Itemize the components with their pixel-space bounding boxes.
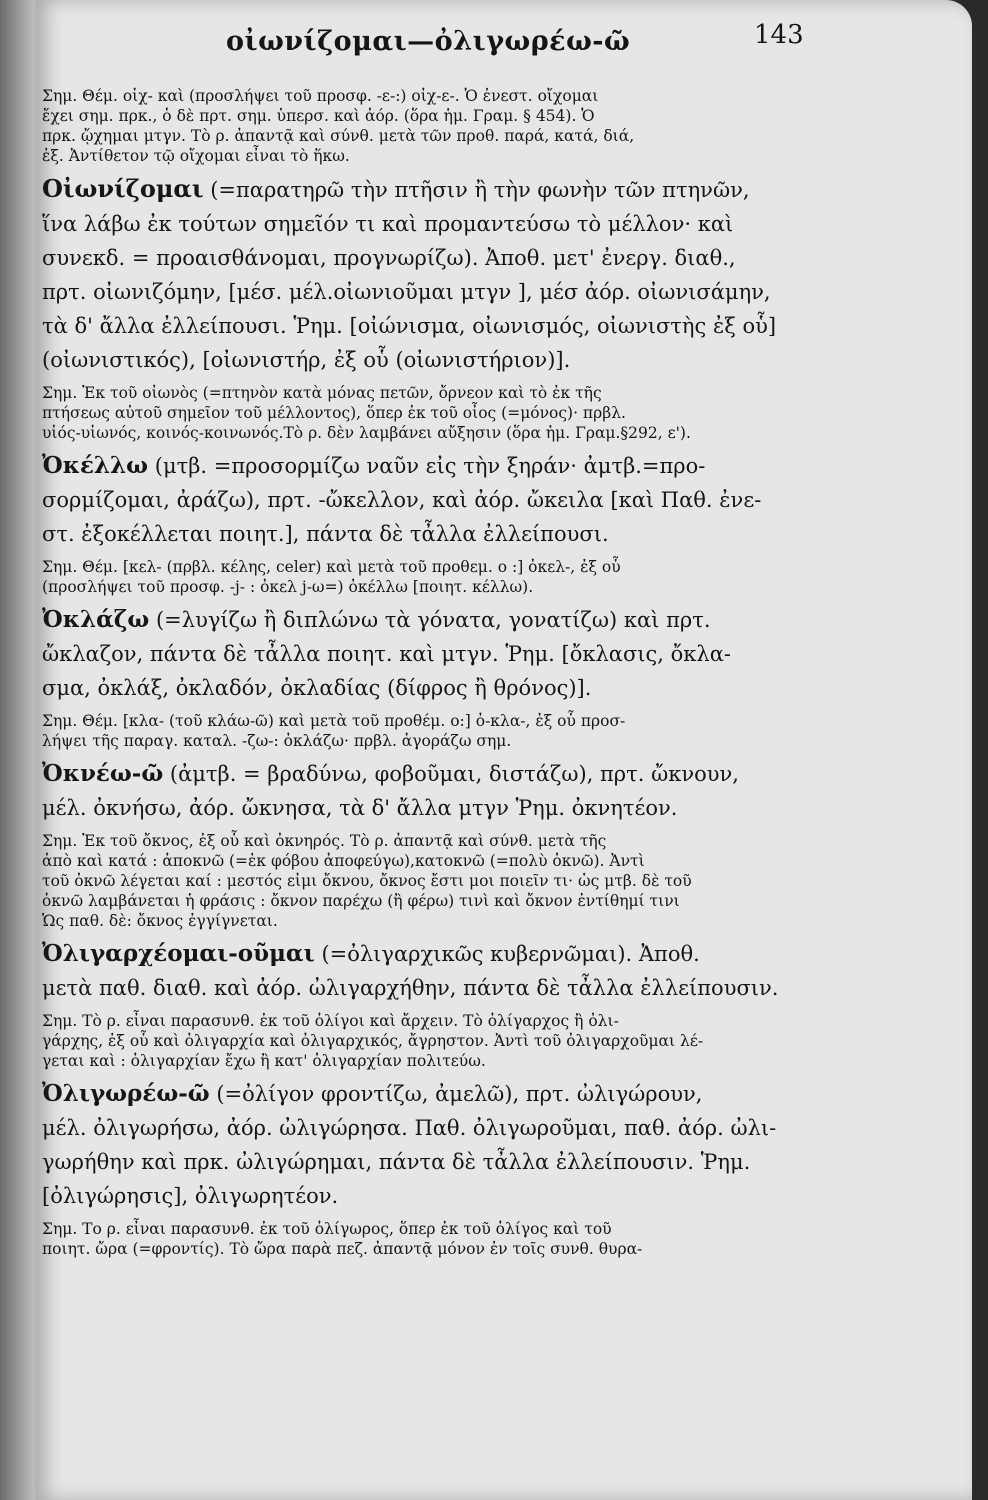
- note-paragraph: Σημ. Το ρ. εἶναι παρασυνθ. ἐκ τοῦ ὀλίγωρος, ὅπερ ἐκ τοῦ ὀλίγος καὶ τοῦ ποιητ. ὤρα (=φροντίς). Τὸ ὤρα παρὰ πεζ. ἀπαντᾷ μόνον ἐν τοῖς συνθ. θυρα-: [42, 1220, 643, 1258]
- entry-lemma: Ὀλιγωρέω-ῶ: [42, 1080, 210, 1107]
- page-number: 143: [754, 20, 804, 50]
- entry-lemma: Ὀκλάζω: [42, 606, 150, 633]
- dictionary-entry: [42, 172, 942, 377]
- running-head: οἰωνίζομαι—ὀλιγωρέω-ῶ: [226, 26, 631, 57]
- entry-lemma: Οἰωνίζομαι: [42, 174, 204, 203]
- dictionary-entry: [42, 1077, 942, 1213]
- dictionary-entry: [42, 603, 942, 705]
- page-body: [42, 86, 942, 1265]
- page-header: [36, 20, 972, 66]
- entry-text: (μτβ. =προσορμίζω ναῦν εἰς τὴν ξηράν· ἀμτβ.=προ- σορμίζομαι, ἀράζω), πρτ. -ὤκελλον, καὶ ἀόρ. ὤκειλα [καὶ Παθ. ἐνε- στ. ἐξοκέλλεται ποιητ.], πάντα δὲ τἆλλα ἐλλείπουσι.: [42, 454, 762, 546]
- entry-lemma: Ὀκέλλω: [42, 452, 149, 479]
- note-paragraph: Σημ. Θέμ. [κλα- (τοῦ κλάω-ῶ) καὶ μετὰ τοῦ προθέμ. ο:] ὀ-κλα-, ἐξ οὗ προσ- λήψει τῆς παραγ. καταλ. -ζω-: ὀκλάζω· πρβλ. ἀγοράζω σημ.: [42, 712, 626, 750]
- note-paragraph: Σημ. Ἐκ τοῦ ὄκνος, ἐξ οὗ καὶ ὀκνηρός. Τὸ ρ. ἀπαντᾷ καὶ σύνθ. μετὰ τῆς ἀπὸ καὶ κατά : ἀποκνῶ (=ἐκ φόβου ἀποφεύγω),κατοκνῶ (=πολὺ ὀκνῶ). Ἀντὶ τοῦ ὀκνῶ λέγεται καί : μεστός εἰμι ὄκνου, ὄκνος ἔστι μοι ποιεῖν τι· ὡς μτβ. δὲ τοῦ ὀκνῶ λαμβάνεται ἡ φράσις : ὄκνον παρέχω (ἢ φέρω) τινὶ καὶ ὄκνον ἐντίθημί τινι Ὡς παθ. δὲ: ὄκνος ἐγγίγνεται.: [42, 832, 692, 930]
- note-paragraph: Σημ. Θέμ. [κελ- (πρβλ. κέλης, celer) καὶ μετὰ τοῦ προθεμ. ο :] ὀκελ-, ἐξ οὗ (προσλήψει τοῦ προσφ. -j- : ὀκελ j-ω=) ὀκέλλω [ποιητ. κέλλω).: [42, 558, 621, 596]
- entry-text: (ἀμτβ. = βραδύνω, φοβοῦμαι, διστάζω), πρτ. ὤκνουν, μέλ. ὀκνήσω, ἀόρ. ὤκνησα, τὰ δ' ἄλλα μτγν Ῥημ. ὀκνητέον.: [42, 762, 739, 820]
- note-paragraph: Σημ. Τὸ ρ. εἶναι παρασυνθ. ἐκ τοῦ ὀλίγοι καὶ ἄρχειν. Τὸ ὀλίγαρχος ἢ ὀλι- γάρχης, ἐξ οὗ καὶ ὀλιγαρχία καὶ ὀλιγαρχικός, ἄγρηστον. Ἀντὶ τοῦ ὀλιγαρχοῦμαι λέ- γεται καὶ : ὀλιγαρχίαν ἔχω ἢ κατ' ὀλιγαρχίαν πολιτεύω.: [42, 1012, 704, 1070]
- note-paragraph: Σημ. Ἐκ τοῦ οἰωνὸς (=πτηνὸν κατὰ μόνας πετῶν, ὄρνεον καὶ τὸ ἐκ τῆς πτήσεως αὐτοῦ σημεῖον τοῦ μέλλοντος), ὅπερ ἐκ τοῦ οἶος (=μόνος)· πρβλ. υἱός-υἱωνός, κοινός-κοινωνός.Τὸ ρ. δὲν λαμβάνει αὔξησιν (ὅρα ἡμ. Γραμ.§292, ε').: [42, 384, 691, 442]
- entry-lemma: Ὀκνέω-ῶ: [42, 760, 164, 787]
- entry-text: (=παρατηρῶ τὴν πτῆσιν ἢ τὴν φωνὴν τῶν πτηνῶν, ἵνα λάβω ἐκ τούτων σημεῖόν τι καὶ προμαντεύσω τὸ μέλλον· καὶ συνεκδ. = προαισθάνομαι, προγνωρίζω). Ἀποθ. μετ' ἐνεργ. διαθ., πρτ. οἰωνιζόμην, [μέσ. μέλ.οἰωνιοῦμαι μτγν ], μέσ ἀόρ. οἰωνισάμην, τὰ δ' ἄλλα ἐλλείπουσι. Ῥημ. [οἰώνισμα, οἰωνισμός, οἰωνιστὴς ἐξ οὗ] (οἰωνιστικός), [οἰωνιστήρ, ἐξ οὗ (οἰωνιστήριον)].: [42, 178, 777, 372]
- entry-text: (=λυγίζω ἢ διπλώνω τὰ γόνατα, γονατίζω) καὶ πρτ. ὤκλαζον, πάντα δὲ τἆλλα ποιητ. καὶ μτγν. Ῥημ. [ὄκλασις, ὄκλα- σμα, ὀκλάξ, ὀκλαδόν, ὀκλαδίας (δίφρος ἢ θρόνος)].: [42, 608, 732, 700]
- entry-text: (=ὀλιγαρχικῶς κυβερνῶμαι). Ἀποθ. μετὰ παθ. διαθ. καὶ ἀόρ. ὠλιγαρχήθην, πάντα δὲ τἆλλα ἐλλείπουσιν.: [42, 942, 779, 1000]
- dictionary-entry: [42, 449, 942, 551]
- note-paragraph: Σημ. Θέμ. οἰχ- καὶ (προσλήψει τοῦ προσφ. -ε-:) οἰχ-ε-. Ὁ ἐνεστ. οἴχομαι ἔχει σημ. πρκ., ὁ δὲ πρτ. σημ. ὑπερσ. καὶ ἀόρ. (ὅρα ἡμ. Γραμ. § 454). Ὁ πρκ. ᾤχημαι μτγν. Τὸ ρ. ἀπαντᾷ καὶ σύνθ. μετὰ τῶν προθ. παρά, κατά, διά, ἐξ. Ἀντίθετον τῷ οἴχομαι εἶναι τὸ ἥκω.: [42, 87, 635, 165]
- entry-text: (=ὀλίγον φροντίζω, ἀμελῶ), πρτ. ὠλιγώρουν, μέλ. ὀλιγωρήσω, ἀόρ. ὠλιγώρησα. Παθ. ὀλιγωροῦμαι, παθ. ἀόρ. ὠλι- γωρήθην καὶ πρκ. ὠλιγώρημαι, πάντα δὲ τἆλλα ἐλλείπουσιν. Ῥημ. [ὀλιγώρησις], ὀλιγωρητέον.: [42, 1082, 777, 1208]
- dictionary-entry: [42, 937, 942, 1005]
- entry-lemma: Ὀλιγαρχέομαι-οῦμαι: [42, 940, 315, 967]
- dictionary-entry: [42, 757, 942, 825]
- book-page: [36, 0, 972, 1500]
